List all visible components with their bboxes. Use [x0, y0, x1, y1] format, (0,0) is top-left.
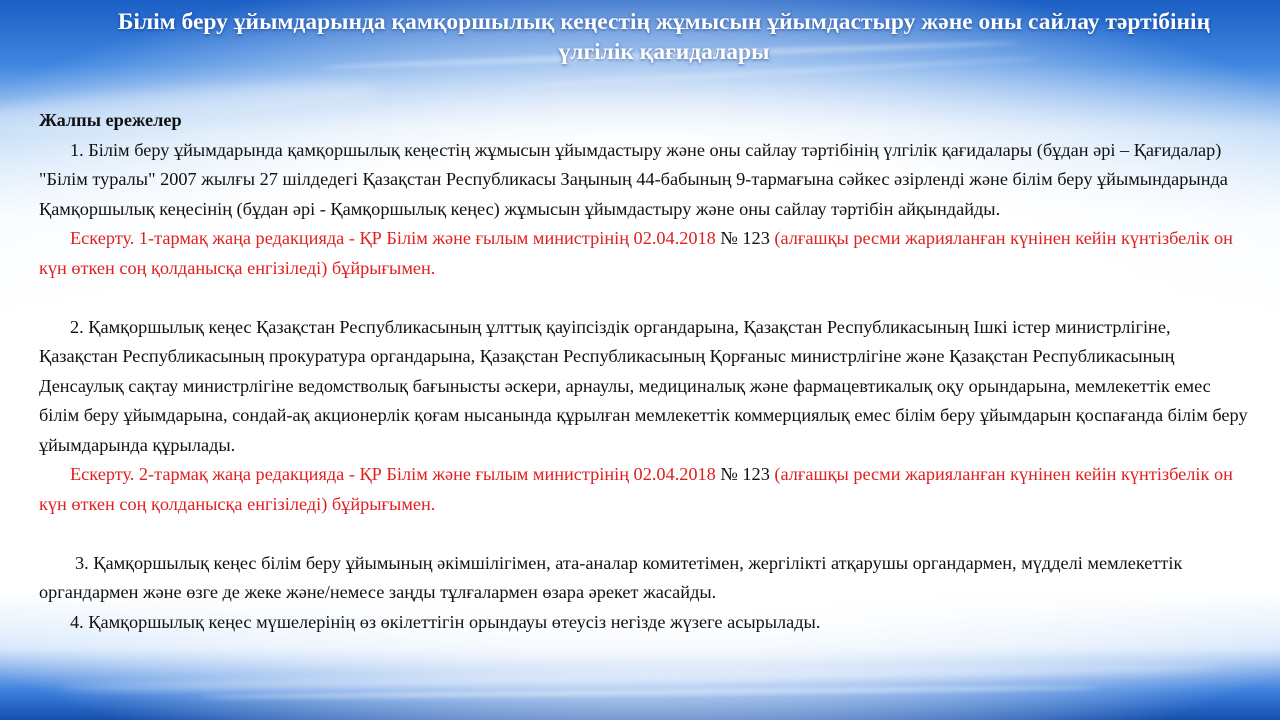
order-number-link[interactable]: № 123 [720, 464, 770, 484]
spacer [39, 519, 1249, 549]
slide-title: Білім беру ұйымдарында қамқоршылық кеңестің жұмысын ұйымдастыру және оны сайлау тәртібінің үлгілік қағидалары [117, 9, 1211, 65]
order-number-link[interactable]: № 123 [720, 228, 770, 248]
spacer [39, 283, 1249, 313]
amendment-note-2-text: Ескерту. 2-тармақ жаңа редакцияда - ҚР Білім және ғылым министрінің 02.04.2018 [70, 464, 721, 484]
amendment-note-2 [39, 460, 1249, 519]
paragraph-1: 1. Білім беру ұйымдарында қамқоршылық кеңестің жұмысын ұйымдастыру және оны сайлау тәртібінің үлгілік қағидалары (бұдан әрі – Қағидалар) "Білім туралы" 2007 жылғы 27 шілдедегі Қазақстан Республикасы Заңының 44-бабының 9-тармағына сәйкес әзірленді және білім беру ұйымындарында Қамқоршылық кеңесінің (бұдан әрі - Қамқоршылық кеңес) жұмысын ұйымдастыру және оны сайлау тәртібін айқындайды. [39, 139, 1228, 219]
paragraph-3: 3. Қамқоршылық кеңес білім беру ұйымының әкімшілігімен, ата-аналар комитетімен, жергілікті атқарушы органдармен, мүдделі мемлекеттік органдармен және өзге де жеке және/немесе заңды тұлғалармен өзара әрекет жасайды. [39, 552, 1183, 602]
amendment-note-1 [39, 224, 1249, 283]
amendment-note-2-tail: (алғашқы ресми жарияланған күнінен кейін күнтізбелік он күн өткен соң қолданысқа енгізіледі) бұйрығымен. [39, 464, 1233, 514]
section-heading: Жалпы ережелер [39, 110, 182, 130]
document-body [39, 106, 1249, 637]
paragraph-4: 4. Қамқоршылық кеңес мүшелерінің өз өкілеттігін орындауы өтеусіз негізде жүзеге асырылады. [70, 611, 821, 632]
paragraph-2: 2. Қамқоршылық кеңес Қазақстан Республикасының ұлттық қауіпсіздік органдарына, Қазақстан Республикасының Ішкі істер министрлігіне, Қазақстан Республикасының прокуратура органдарына, Қазақстан Республикасының Қорғаныс министрлігіне және Қазақстан Республикасының Денсаулық сақтау министрлігіне ведомстволық бағынысты әскери, арнаулы, медициналық және фармацевтикалық оқу орындарына, мемлекеттік емес білім беру ұйымдарына, сондай-ақ акционерлік қоғам нысанында құрылған мемлекеттік коммерциялық емес білім беру ұйымдарын қоспағанда білім беру ұйымдарында құрылады. [39, 316, 1248, 455]
amendment-note-1-text: Ескерту. 1-тармақ жаңа редакцияда - ҚР Білім және ғылым министрінің 02.04.2018 [70, 228, 721, 248]
amendment-note-1-tail: (алғашқы ресми жарияланған күнінен кейін күнтізбелік он күн өткен соң қолданысқа енгізіледі) бұйрығымен. [39, 228, 1233, 278]
